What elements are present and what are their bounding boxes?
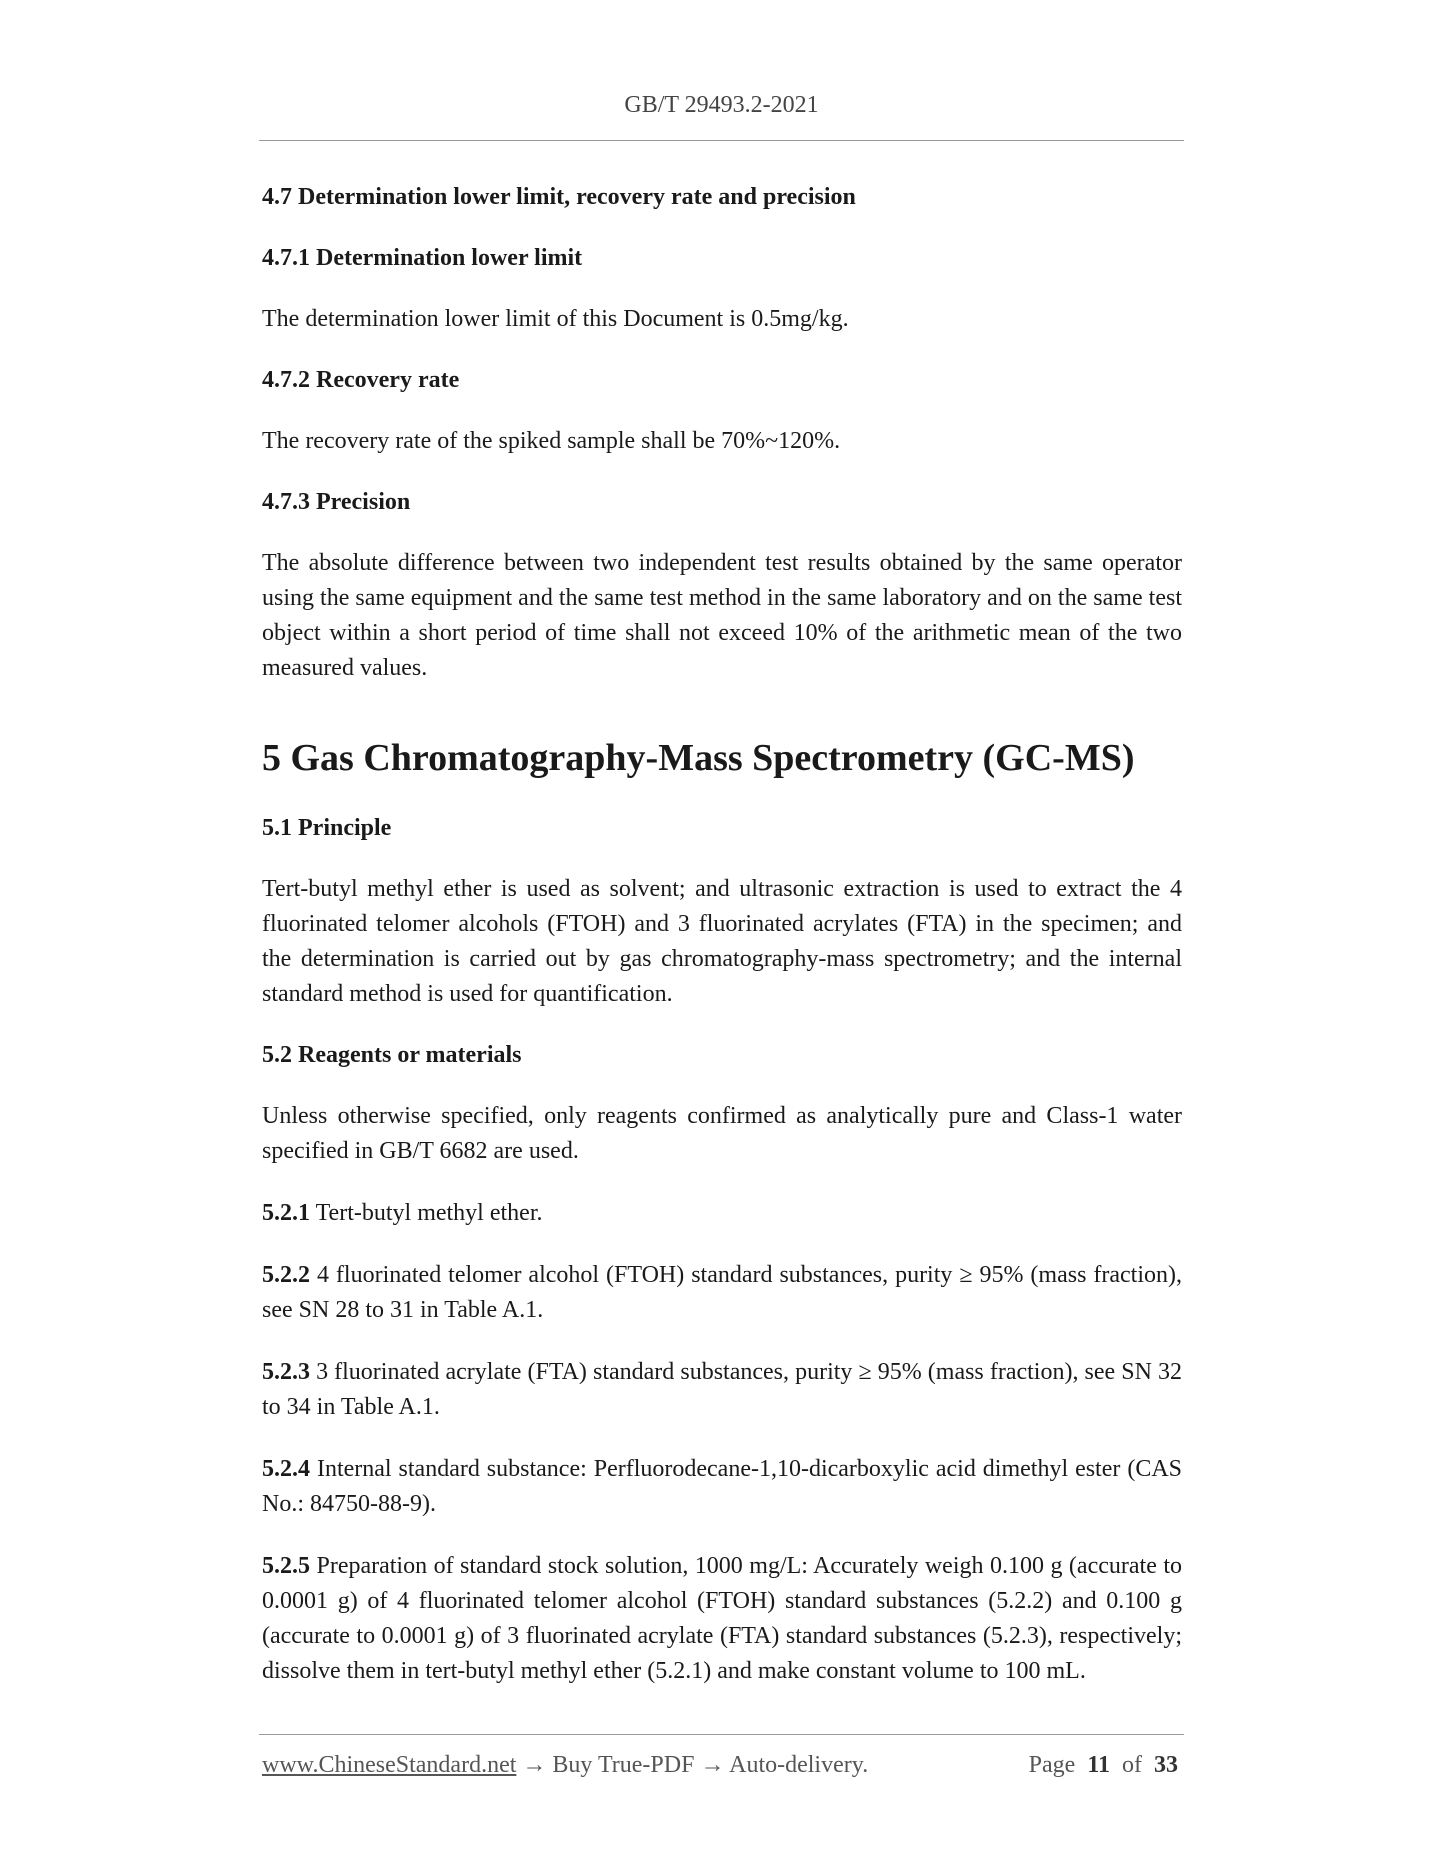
of-label: of — [1122, 1752, 1142, 1778]
footer-promo — [262, 1752, 868, 1778]
page-number — [1029, 1752, 1178, 1779]
section-4-7-1-text: The determination lower limit of this Document is 0.5mg/kg. — [262, 306, 849, 332]
list-item — [262, 1196, 1182, 1231]
website-link[interactable]: www.ChineseStandard.net — [262, 1752, 517, 1778]
section-5-1-heading: 5.1 Principle — [262, 815, 392, 841]
total-pages: 33 — [1154, 1752, 1178, 1778]
page-footer — [262, 1752, 1182, 1779]
section-5-2-text: Unless otherwise specified, only reagents confirmed as analytically pure and Class-1 water specified in GB/T 6682 are used. — [262, 1103, 1182, 1164]
item-text: Tert-butyl methyl ether. — [310, 1200, 543, 1226]
item-text: Preparation of standard stock solution, 1000 mg/L: Accurately weigh 0.100 g (accurate to 0.0001 g) of 4 fluorinated telomer alcohol (FTOH) standard substances (5.2.2) and 0.100 g (accurate to 0.0001 g) of 3 fluorinated acrylate (FTA) standard substances (5.2.3), respectively; dissolve them in tert-butyl methyl ether (5.2.1) and make constant volume to 100 mL. — [262, 1553, 1182, 1684]
footer-divider — [259, 1734, 1184, 1735]
current-page: 11 — [1087, 1752, 1110, 1778]
item-number: 5.2.3 — [262, 1359, 310, 1385]
page-label: Page — [1028, 1752, 1076, 1778]
item-number: 5.2.1 — [262, 1200, 310, 1226]
section-4-7-2-heading: 4.7.2 Recovery rate — [262, 367, 460, 393]
section-4-7-3-heading: 4.7.3 Precision — [262, 489, 411, 515]
item-text: Internal standard substance: Perfluorodecane-1,10-dicarboxylic acid dimethyl ester (CAS No.: 84750-88-9). — [262, 1456, 1182, 1517]
section-4-7-1-heading: 4.7.1 Determination lower limit — [262, 245, 583, 271]
page-content — [262, 180, 1182, 1689]
item-text: 4 fluorinated telomer alcohol (FTOH) standard substances, purity ≥ 95% (mass fraction), see SN 28 to 31 in Table A.1. — [262, 1262, 1182, 1323]
document-id-header: GB/T 29493.2-2021 — [624, 92, 819, 118]
item-number: 5.2.5 — [262, 1553, 310, 1579]
section-4-7-3-text: The absolute difference between two independent test results obtained by the same operator using the same equipment and the same test method in the same laboratory and on the same test object within a short period of time shall not exceed 10% of the arithmetic mean of the two measured values. — [262, 550, 1182, 681]
section-4-7-heading: 4.7 Determination lower limit, recovery rate and precision — [262, 184, 856, 210]
header-divider — [259, 140, 1184, 141]
list-item — [262, 1258, 1182, 1328]
section-4-7-2-text: The recovery rate of the spiked sample shall be 70%~120%. — [262, 428, 841, 454]
section-5-2-heading: 5.2 Reagents or materials — [262, 1042, 522, 1068]
list-item — [262, 1355, 1182, 1425]
item-number: 5.2.4 — [262, 1456, 310, 1482]
footer-tagline: → Buy True-PDF → Auto-delivery. — [516, 1752, 869, 1778]
section-5-heading: 5 Gas Chromatography-Mass Spectrometry (GC-MS) — [262, 737, 1135, 779]
list-item — [262, 1549, 1182, 1689]
item-text: 3 fluorinated acrylate (FTA) standard substances, purity ≥ 95% (mass fraction), see SN 32 to 34 in Table A.1. — [262, 1359, 1182, 1420]
section-5-1-text: Tert-butyl methyl ether is used as solvent; and ultrasonic extraction is used to extract the 4 fluorinated telomer alcohols (FTOH) and 3 fluorinated acrylates (FTA) in the specimen; and the determination is carried out by gas chromatography-mass spectrometry; and the internal standard method is used for quantification. — [262, 876, 1182, 1007]
item-number: 5.2.2 — [262, 1262, 310, 1288]
list-item — [262, 1452, 1182, 1522]
